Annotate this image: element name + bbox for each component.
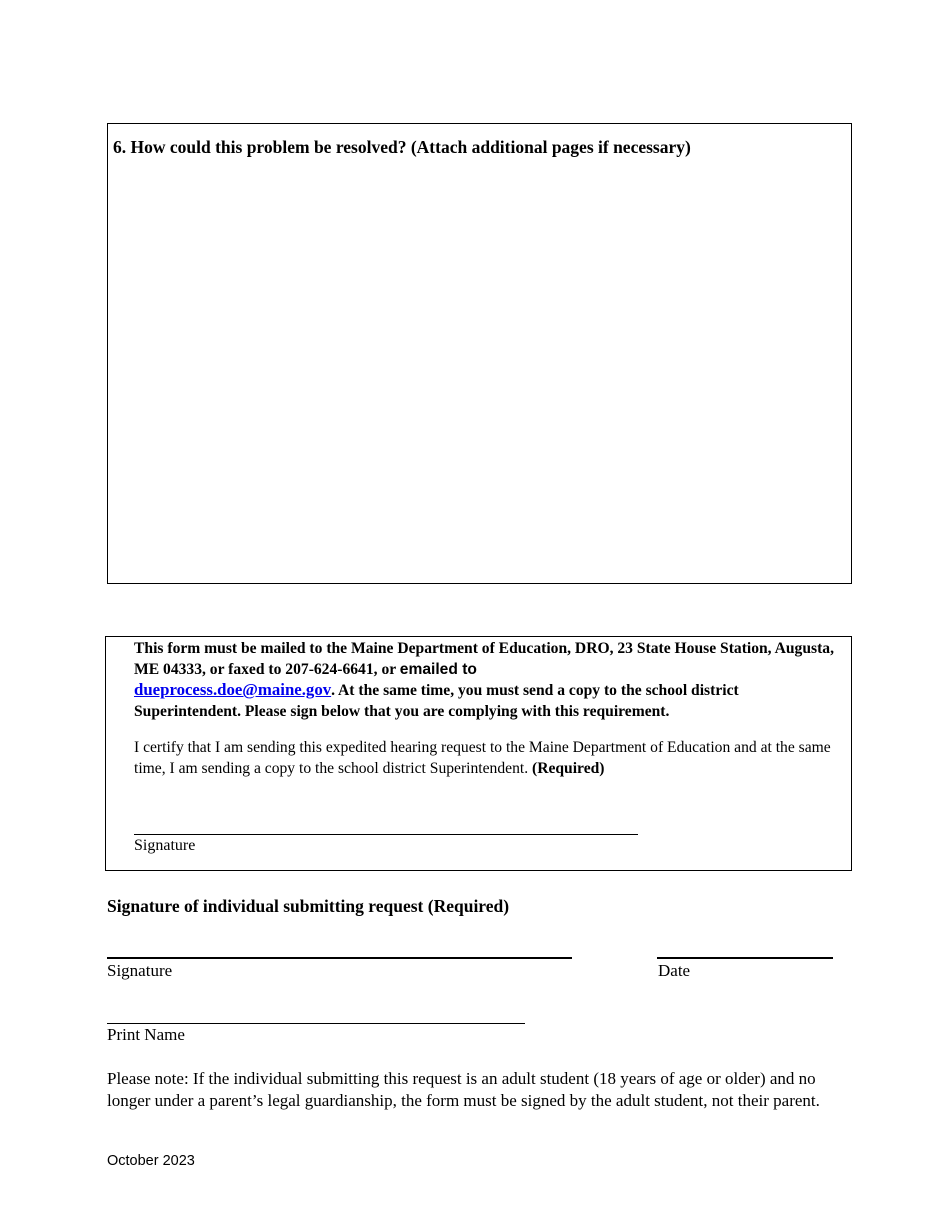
email-link[interactable]: dueprocess.doe@maine.gov <box>134 680 332 700</box>
certification-text: I certify that I am sending this expedited hearing request to the Maine Department of Education and at the same time, I am sending a copy to the school district Superintendent. <box>134 739 831 777</box>
submitter-date-line[interactable] <box>657 957 833 959</box>
question-6-box[interactable] <box>107 123 852 584</box>
footer-date: October 2023 <box>107 1153 195 1169</box>
certification-statement <box>134 738 834 779</box>
submitter-signature-line[interactable] <box>107 957 572 959</box>
adult-student-note: Please note: If the individual submitting this request is an adult student (18 years of age or older) and no longer under a parent’s legal guardianship, the form must be signed by the adult student, not their parent. <box>107 1069 820 1110</box>
submitter-heading: Signature of individual submitting request (Required) <box>107 896 510 916</box>
certification-signature-line[interactable] <box>134 834 638 835</box>
mailing-instructions-part2: . At the same time, you must send a copy to the school district Superintendent. Please sign below that you are complying with this requirement. <box>134 682 739 721</box>
print-name-label: Print Name <box>107 1025 185 1044</box>
question-6-label: 6. How could this problem be resolved? (Attach additional pages if necessary) <box>113 137 691 157</box>
print-name-line[interactable] <box>107 1023 525 1024</box>
mailing-instructions-part1: This form must be mailed to the Maine Department of Education, DRO, 23 State House Station, Augusta, ME 04333, or faxed to 207-624-6641, or <box>134 640 834 678</box>
certification-required: (Required) <box>532 759 605 777</box>
certification-signature-label: Signature <box>134 837 196 854</box>
submitter-date-label: Date <box>658 961 691 980</box>
submitter-signature-label: Signature <box>107 961 173 980</box>
mailing-instructions-box <box>105 636 852 871</box>
mailing-instructions <box>134 639 834 723</box>
emailed-to-text: emailed to <box>399 660 477 678</box>
